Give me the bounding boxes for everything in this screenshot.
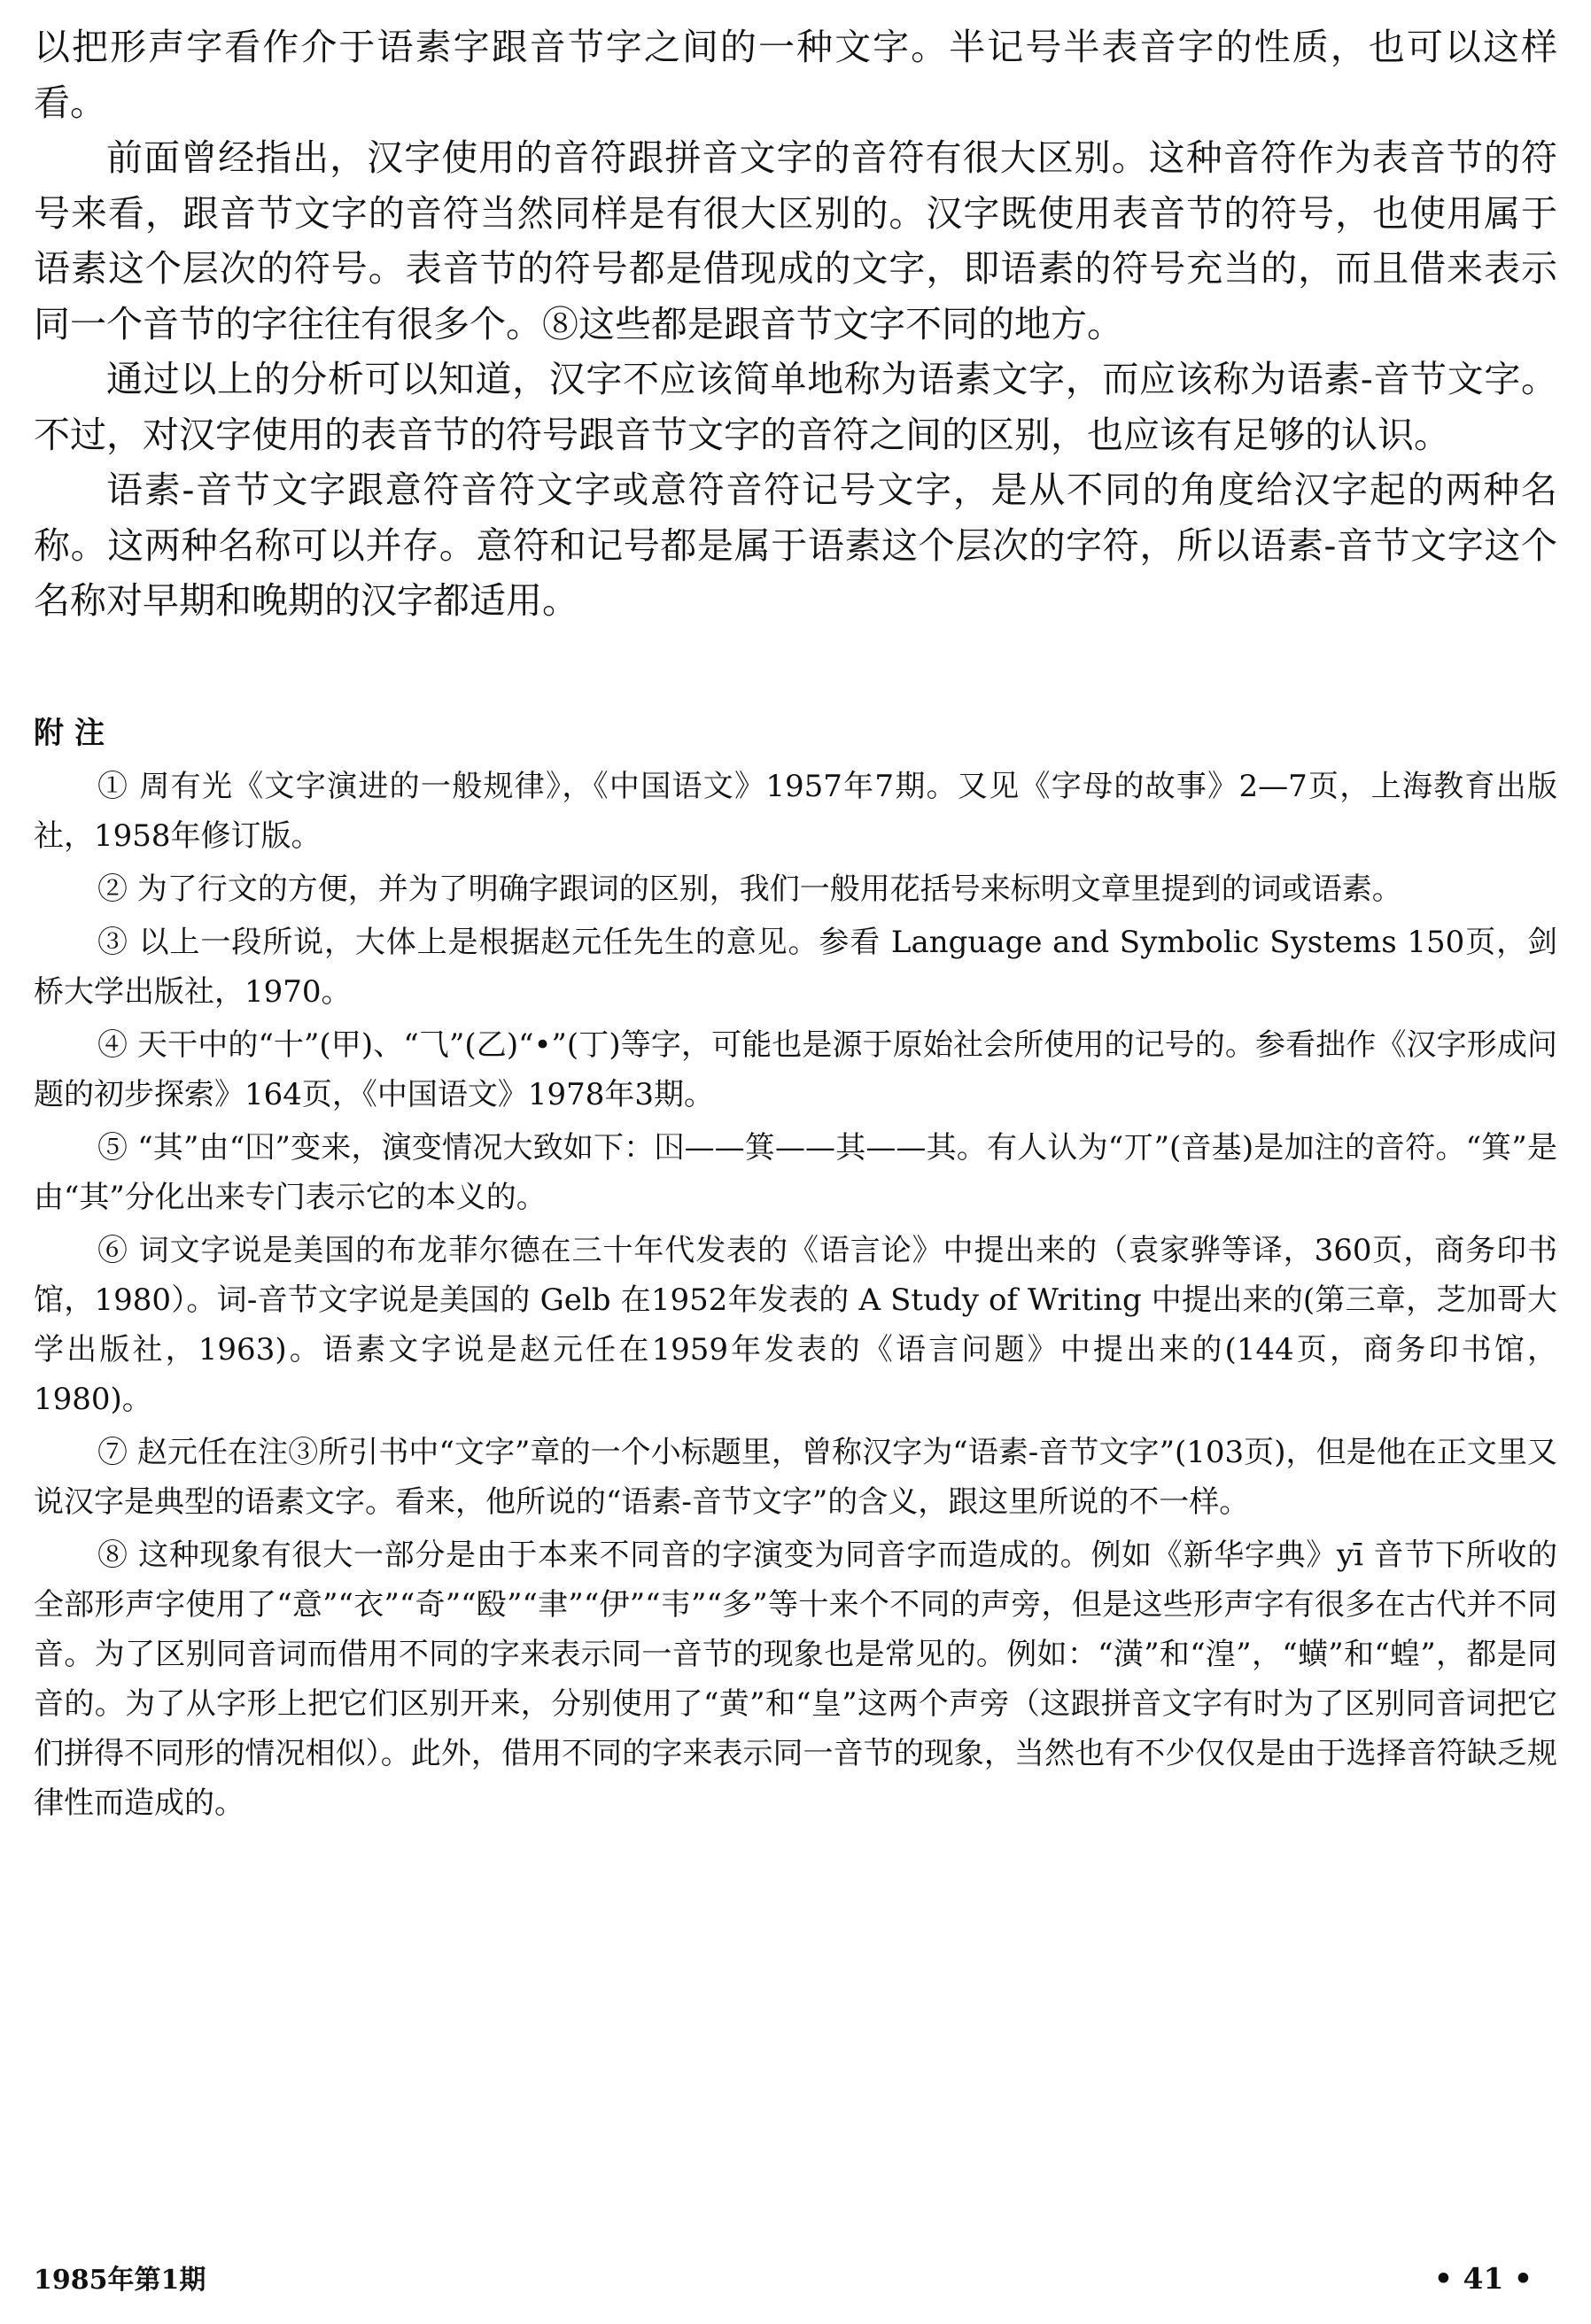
- footnote-4: ④ 天干中的“十”(甲)、“⺄”(乙)“•”(丁)等字，可能也是源于原始社会所使用的记号的。参看拙作《汉字形成问题的初步探索》164页，《中国语文》1978年3期。: [34, 1027, 1557, 1112]
- footnotes-section: [34, 709, 1557, 1832]
- footnotes-title: 附注: [34, 716, 115, 751]
- footnote-1: ① 周有光《文字演进的一般规律》，《中国语文》1957年7期。又见《字母的故事》2—7页，上海教育出版社，1958年修订版。: [34, 769, 1557, 854]
- footnote-6: ⑥ 词文字说是美国的布龙菲尔德在三十年代发表的《语言论》中提出来的（袁家骅等译，360页，商务印书馆，1980）。词-音节文字说是美国的 Gelb 在1952年发表的 A Study of Writing 中提出来的(第三章，芝加哥大学出版社，1963)。语素文字说是赵元任在1959年发表的《语言问题》中提出来的(144页，商务印书馆，1980)。: [34, 1233, 1557, 1417]
- paragraph: 前面曾经指出，汉字使用的音符跟拼音文字的音符有很大区别。这种音符作为表音节的符号来看，跟音节文字的音符当然同样是有很大区别的。汉字既使用表音节的符号，也使用属于语素这个层次的符号。表音节的符号都是借现成的文字，即语素的符号充当的，而且借来表示同一个音节的字往往有很多个。⑧这些都是跟音节文字不同的地方。: [34, 136, 1557, 345]
- main-text: [34, 19, 1557, 629]
- footnote-2: ② 为了行文的方便，并为了明确字跟词的区别，我们一般用花括号来标明文章里提到的词或语素。: [97, 872, 1402, 907]
- document-page: [34, 0, 1557, 2324]
- footnote-5: ⑤ “其”由“𡆥”变来，演变情况大致如下：𡆥——箕——其——其。有人认为“丌”(音基)是加注的音符。“箕”是由“其”分化出来专门表示它的本义的。: [34, 1130, 1557, 1215]
- paragraph: 以把形声字看作介于语素字跟音节字之间的一种文字。半记号半表音字的性质，也可以这样看。: [34, 26, 1557, 124]
- page-number: • 41 •: [1433, 2261, 1533, 2296]
- footnote-8: ⑧ 这种现象有很大一部分是由于本来不同音的字演变为同音字而造成的。例如《新华字典》yī 音节下所收的全部形声字使用了“意”“衣”“奇”“殹”“聿”“伊”“韦”“多”等十来个不同的声旁，但是这些形声字有很多在古代并不同音。为了区别同音词而借用不同的字来表示同一音节的现象也是常见的。例如：“潢”和“湟”，“蟥”和“蝗”，都是同音的。为了从字形上把它们区别开来，分别使用了“黄”和“皇”这两个声旁（这跟拼音文字有时为了区别同音词把它们拼得不同形的情况相似）。此外，借用不同的字来表示同一音节的现象，当然也有不少仅仅是由于选择音符缺乏规律性而造成的。: [34, 1538, 1557, 1821]
- issue-label: 1985年第1期: [34, 2265, 206, 2296]
- paragraph: 通过以上的分析可以知道，汉字不应该简单地称为语素文字，而应该称为语素-音节文字。不过，对汉字使用的表音节的符号跟音节文字的音符之间的区别，也应该有足够的认识。: [34, 358, 1557, 456]
- paragraph: 语素-音节文字跟意符音符文字或意符音符记号文字，是从不同的角度给汉字起的两种名称。这两种名称可以并存。意符和记号都是属于语素这个层次的字符，所以语素-音节文字这个名称对早期和晚期的汉字都适用。: [34, 469, 1557, 622]
- footnote-7: ⑦ 赵元任在注③所引书中“文字”章的一个小标题里，曾称汉字为“语素-音节文字”(103页)，但是他在正文里又说汉字是典型的语素文字。看来，他所说的“语素-音节文字”的含义，跟这里所说的不一样。: [34, 1435, 1557, 1520]
- footnote-3: ③ 以上一段所说，大体上是根据赵元任先生的意见。参看 Language and Symbolic Systems 150页，剑桥大学出版社，1970。: [34, 925, 1557, 1010]
